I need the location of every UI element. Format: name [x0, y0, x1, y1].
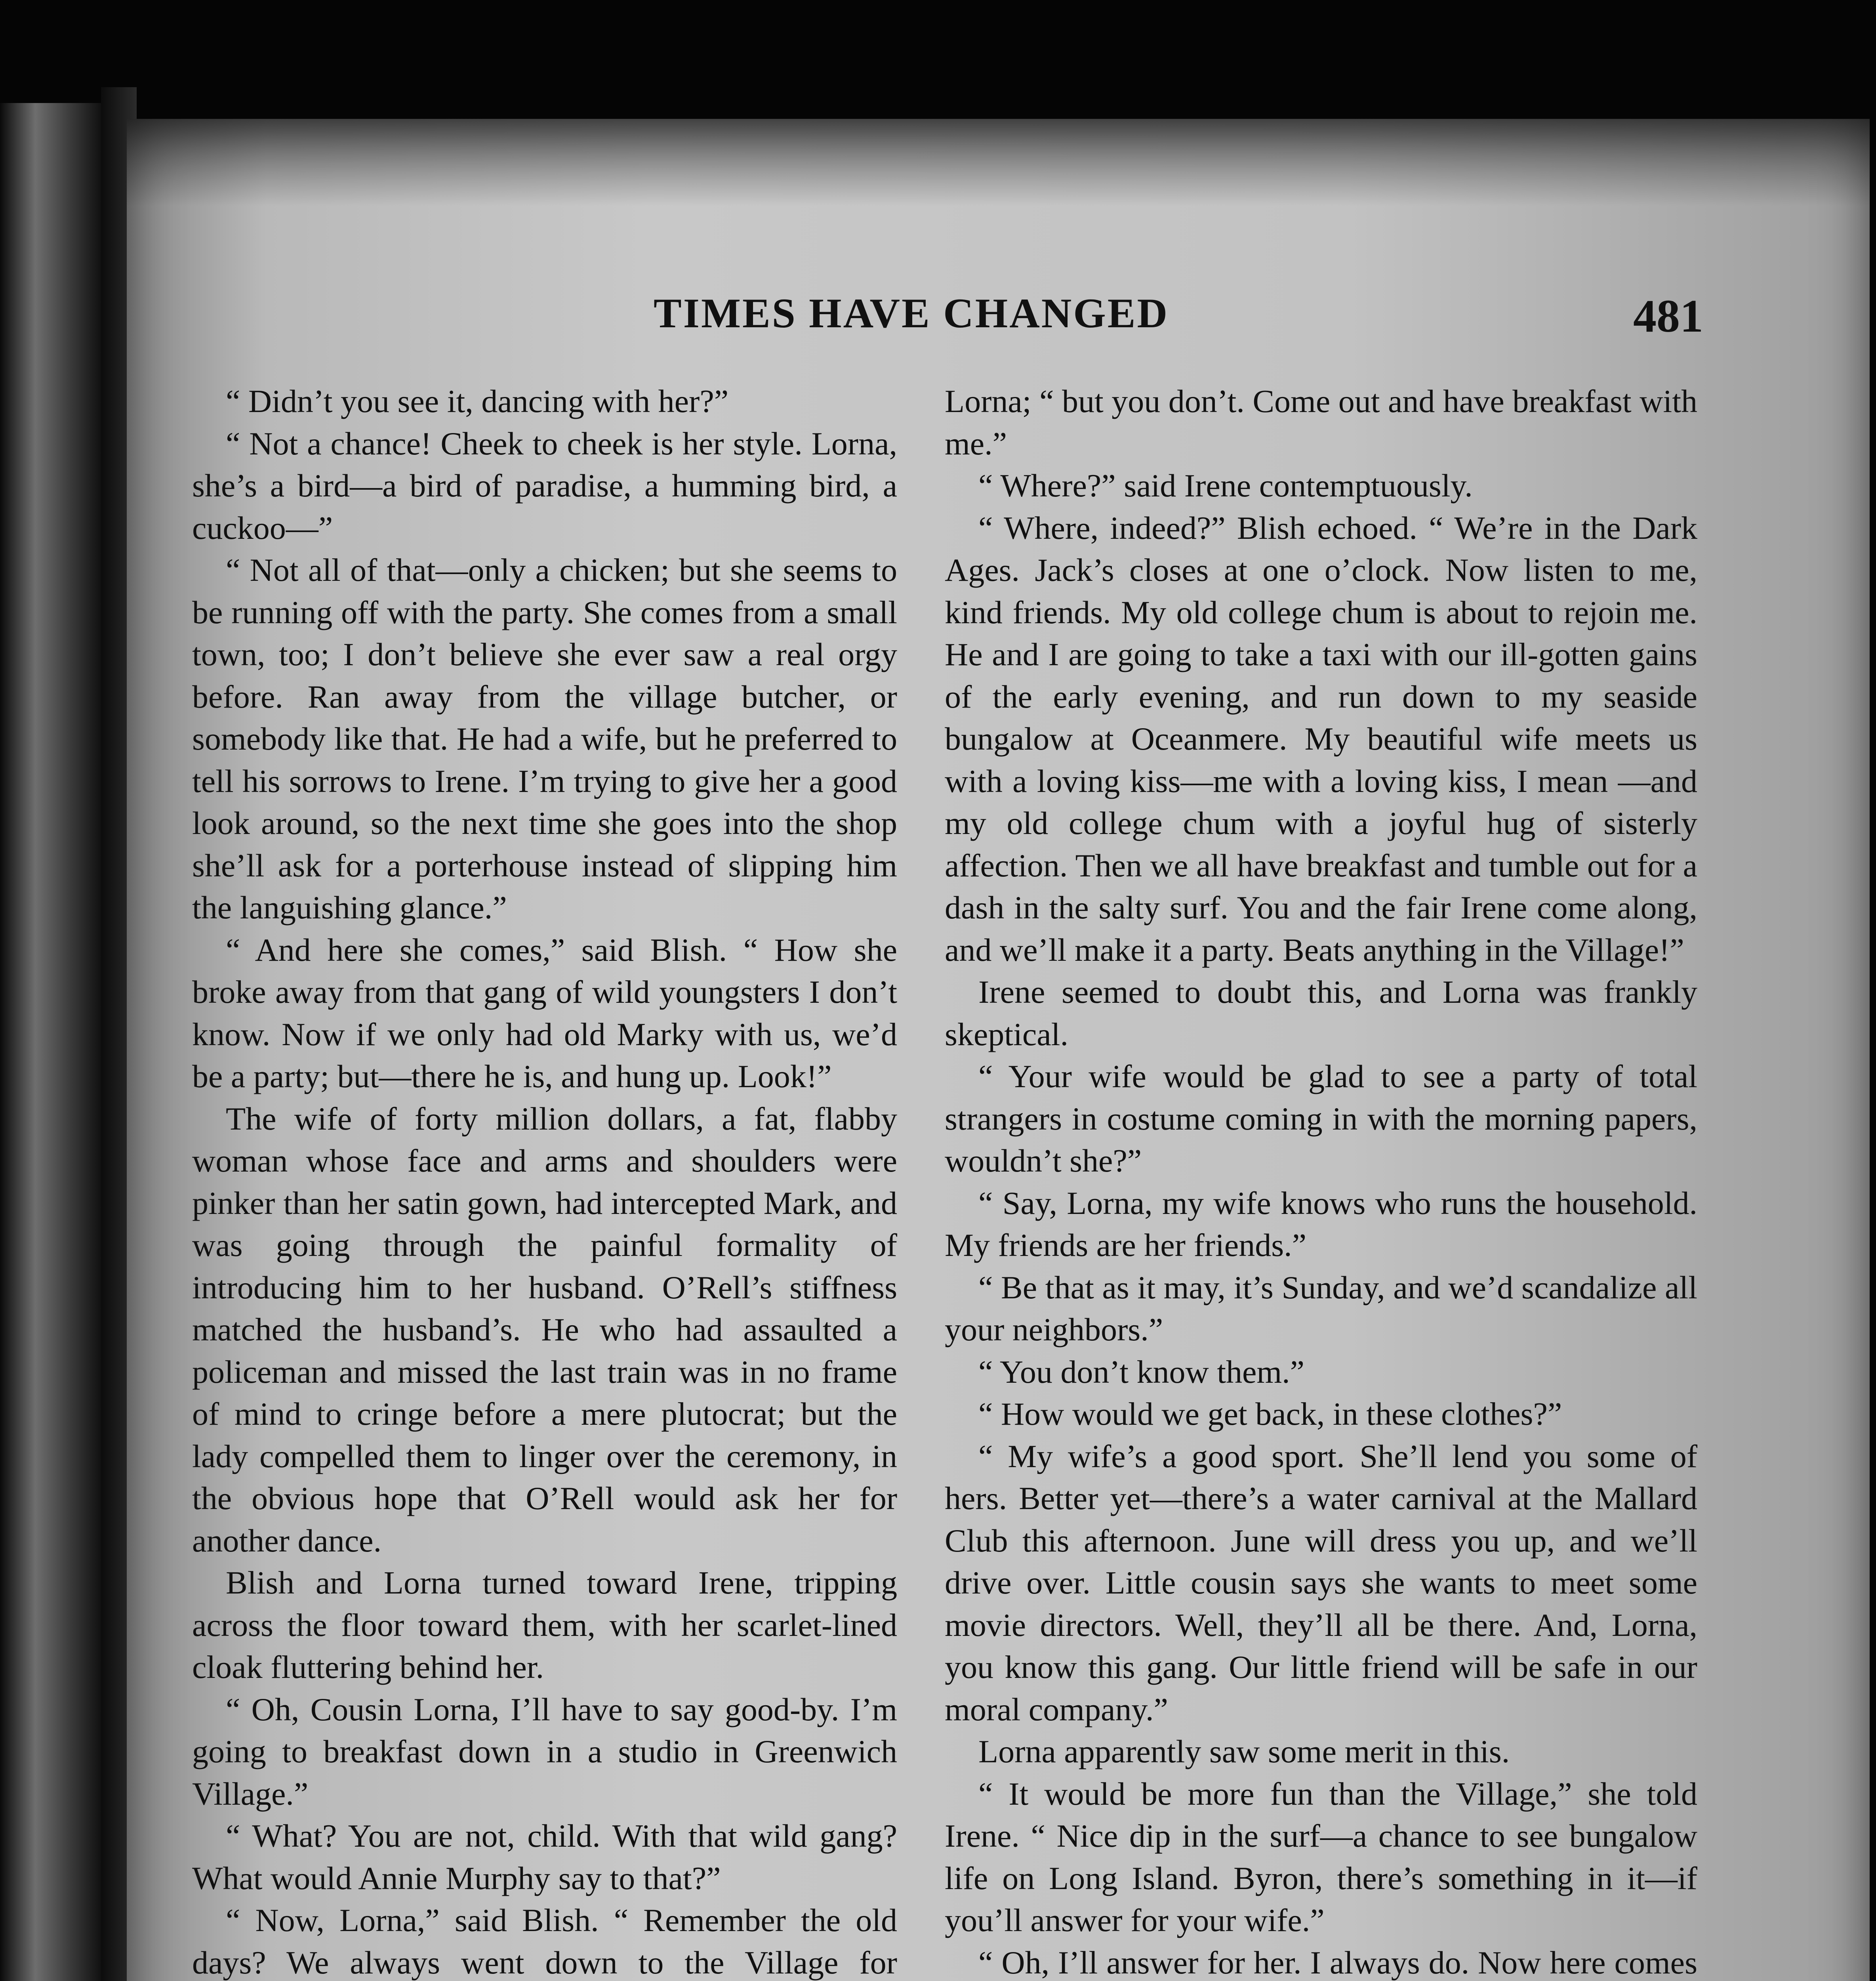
paragraph: “ What? You are not, child. With that wild gang? What would Annie Murphy say to that?”: [192, 1818, 897, 1896]
page-number: 481: [1633, 290, 1703, 342]
paragraph: “ Now, Lorna,” said Blish. “ Remember the old days? We always went down to the Village for: [192, 1902, 897, 1981]
paragraph: Blish and Lorna turned toward Irene, tripping across the floor toward them, with her scarlet-lined cloak fluttering behind her.: [192, 1565, 897, 1685]
paragraph: “ Oh, I’ll answer for her. I always do. Now here comes: [978, 1944, 1697, 1981]
paragraph: Irene seemed to doubt this, and Lorna was frankly skeptical.: [945, 974, 1697, 1052]
paragraph: “ How would we get back, in these clothes?”: [978, 1396, 1562, 1432]
right-text-column: [945, 380, 1697, 1981]
paragraph: “ Your wife would be glad to see a party of total strangers in costume coming in with the morning papers, wouldn’t she?”: [945, 1058, 1697, 1179]
paragraph: “ Not all of that—only a chicken; but she seems to be running off with the party. She comes from a small town, too; I don’t believe she ever saw a real orgy before. Ran away from the village butcher, or somebody like that. He had a wife, but he preferred to tell his sorrows to Irene. I’m trying to give her a good look around, so the next time she goes into the shop she’ll ask for a porterhouse instead of slipping him the languishing glance.”: [192, 552, 897, 926]
paragraph: “ Where, indeed?” Blish echoed. “ We’re in the Dark Ages. Jack’s closes at one o’clock. Now listen to me, kind friends. My old college chum is about to rejoin me. He and I are going to take a taxi with our ill-gotten gains of the early evening, and run down to my seaside bungalow at Oceanmere. My beautiful wife meets us with a loving kiss—me with a loving kiss, I mean —and my old college chum with a joyful hug of sisterly affection. Then we all have breakfast and tumble out for a dash in the salty surf. You and the fair Irene come along, and we’ll make it a party. Beats anything in the Village!”: [945, 510, 1697, 968]
paragraph: “ Didn’t you see it, dancing with her?”: [226, 383, 729, 419]
paragraph: The wife of forty million dollars, a fat, flabby woman whose face and arms and shoulders were pinker than her satin gown, had intercepted Mark, and was going through the painful formality of introducing him to her husband. O’Rell’s stiffness matched the husband’s. He who had assaulted a policeman and missed the last train was in no frame of mind to cringe before a mere plutocrat; but the lady compelled them to linger over the ceremony, in the obvious hope that O’Rell would ask her for another dance.: [192, 1100, 897, 1559]
running-head: TIMES HAVE CHANGED: [654, 290, 1169, 336]
paragraph: “ Where?” said Irene contemptuously.: [978, 468, 1473, 504]
page-header: [515, 289, 1703, 349]
paragraph: “ Oh, Cousin Lorna, I’ll have to say good-by. I’m going to breakfast down in a studio in Greenwich Village.”: [192, 1691, 897, 1812]
paragraph: “ My wife’s a good sport. She’ll lend you some of hers. Better yet—there’s a water carnival at the Mallard Club this afternoon. June will dress you up, and we’ll drive over. Little cousin says she wants to meet some movie directors. Well, they’ll all be there. And, Lorna, you know this gang. Our little friend will be safe in our moral company.”: [945, 1438, 1697, 1727]
paragraph: “ And here she comes,” said Blish. “ How she broke away from that gang of wild youngsters I don’t know. Now if we only had old Marky with us, we’d be a party; but—there he is, and hung up. Look!”: [192, 931, 897, 1094]
page-top-shadow: [127, 119, 1870, 206]
left-text-column: [192, 380, 897, 1981]
paragraph: Lorna; “ but you don’t. Come out and have breakfast with me.”: [945, 383, 1697, 462]
paragraph: “ Be that as it may, it’s Sunday, and we’d scandalize all your neighbors.”: [945, 1269, 1697, 1347]
facing-page-edge: [0, 103, 101, 1981]
paragraph: “ Say, Lorna, my wife knows who runs the household. My friends are her friends.”: [945, 1185, 1697, 1263]
paragraph: Lorna apparently saw some merit in this.: [978, 1733, 1510, 1769]
paragraph: “ It would be more fun than the Village,” she told Irene. “ Nice dip in the surf—a chance to see bungalow life on Long Island. Byron, there’s something in it—if you’ll answer for your wife.”: [945, 1775, 1697, 1938]
paragraph: “ Not a chance! Cheek to cheek is her style. Lorna, she’s a bird—a bird of paradise, a humming bird, a cuckoo—”: [192, 425, 897, 546]
paragraph: “ You don’t know them.”: [978, 1353, 1305, 1390]
